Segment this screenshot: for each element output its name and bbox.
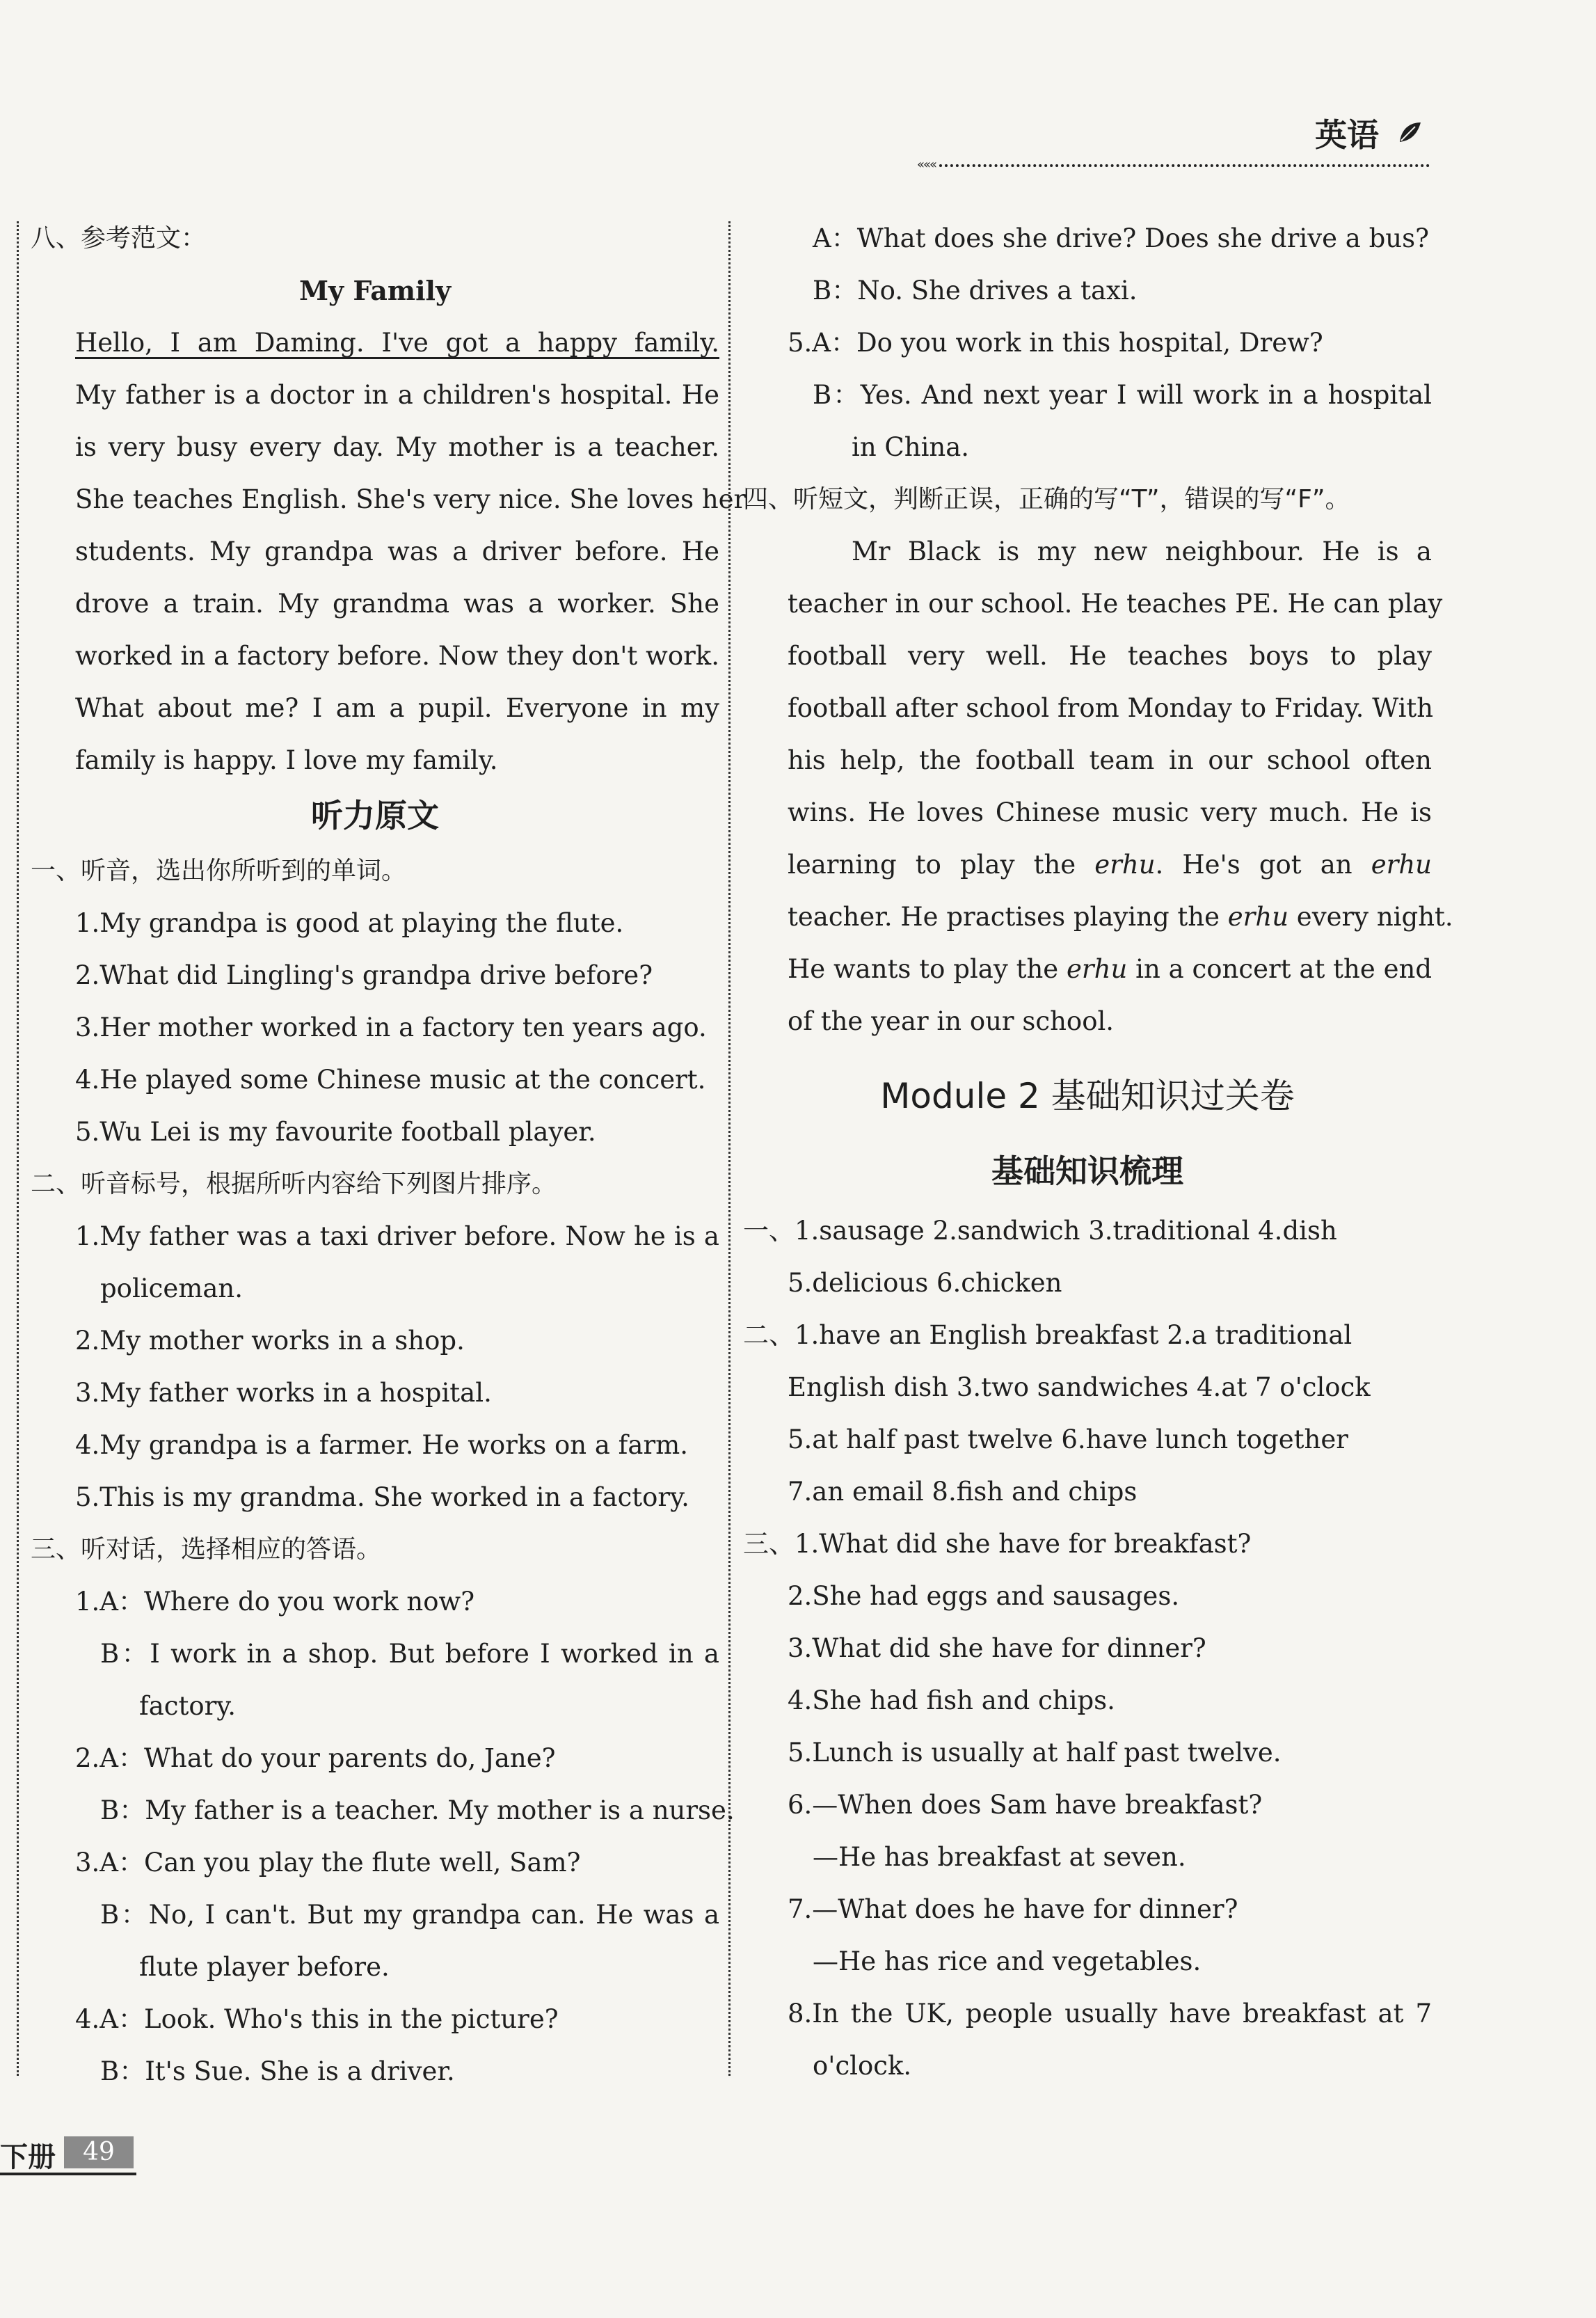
sub-heading: 基础知识梳理 xyxy=(991,1152,1183,1190)
dialogue-line: 3.A：Can you play the flute well, Sam? xyxy=(75,1848,581,1878)
dialogue-line: B：It's Sue. She is a driver. xyxy=(100,2056,455,2086)
answer-line: 6.—When does Sam have breakfast? xyxy=(788,1790,1263,1820)
dialogue-line: B：My father is a teacher. My mother is a nurse. xyxy=(100,1795,735,1825)
passage-line xyxy=(743,943,1432,995)
dialogue-line: in China. xyxy=(852,432,970,462)
passage-italic: erhu xyxy=(1067,954,1128,984)
dialogue-line: B：Yes. And next year I will work in a hospital xyxy=(813,380,1432,410)
right-column xyxy=(743,212,1453,2092)
answer-line: 7.an email 8.fish and chips xyxy=(788,1477,1138,1507)
footer-rule xyxy=(0,2173,136,2175)
list-item: 1.My grandpa is good at playing the flute. xyxy=(75,908,624,938)
answer-line: 一、1.sausage 2.sandwich 3.traditional 4.dish xyxy=(743,1216,1337,1246)
passage-italic: erhu xyxy=(1371,850,1432,880)
passage-italic: erhu xyxy=(1094,850,1156,880)
essay-line: My father is a doctor in a children's hospital. He xyxy=(75,380,719,410)
footer-volume-label: 下册 xyxy=(0,2141,56,2173)
list-item: 4.He played some Chinese music at the concert. xyxy=(75,1065,706,1095)
passage-line: football after school from Monday to Friday. With xyxy=(788,693,1434,723)
passage-line: of the year in our school. xyxy=(788,1006,1115,1036)
passage-italic: erhu xyxy=(1227,902,1289,932)
answer-line: —He has breakfast at seven. xyxy=(813,1842,1186,1872)
passage-line: his help, the football team in our school often xyxy=(788,745,1432,775)
part-1-title: 一、听音，选出你所听到的单词。 xyxy=(31,857,407,885)
passage-text: in a concert at the end xyxy=(1127,954,1433,984)
passage-line: football very well. He teaches boys to play xyxy=(788,641,1432,671)
essay-title: My Family xyxy=(298,275,452,306)
answer-line: o'clock. xyxy=(813,2051,912,2081)
section-8-title: 八、参考范文： xyxy=(31,224,207,253)
header-marks: ««« xyxy=(917,157,936,172)
passage-text: every night. xyxy=(1288,902,1453,932)
essay-line: drove a train. My grandma was a worker. She xyxy=(75,589,719,619)
essay-line: family is happy. I love my family. xyxy=(75,745,498,775)
dialogue-line: B：No, I can't. But my grandpa can. He was a xyxy=(100,1900,719,1930)
essay-line xyxy=(31,317,719,369)
dialogue-line: A：What does she drive? Does she drive a bus? xyxy=(813,223,1429,253)
list-item: 4.My grandpa is a farmer. He works on a farm. xyxy=(75,1430,688,1460)
essay-first-sentence: Hello, I am Daming. I've got a happy family. xyxy=(75,328,719,358)
passage-line xyxy=(743,891,1453,943)
list-item: 2.My mother works in a shop. xyxy=(75,1326,465,1356)
passage-text: teacher. He practises playing the xyxy=(788,902,1228,932)
essay-line: worked in a factory before. Now they don't work. xyxy=(75,641,719,671)
essay-line: What about me? I am a pupil. Everyone in my xyxy=(75,693,719,723)
answer-line: 二、1.have an English breakfast 2.a traditional xyxy=(743,1320,1352,1350)
answer-line: English dish 3.two sandwiches 4.at 7 o'clock xyxy=(788,1372,1371,1402)
subject-title: 英语 xyxy=(1315,116,1379,154)
page-number: 49 xyxy=(64,2136,134,2168)
module-title: Module 2 基础知识过关卷 xyxy=(880,1076,1295,1116)
part-4-title: 四、听短文，判断正误，正确的写“T”，错误的写“F”。 xyxy=(743,485,1350,514)
list-item: 3.My father works in a hospital. xyxy=(75,1378,492,1408)
passage-line: teacher in our school. He teaches PE. He can play xyxy=(788,589,1443,619)
list-item: 5.Wu Lei is my favourite football player. xyxy=(75,1117,596,1147)
header-rule xyxy=(939,164,1430,167)
dialogue-line: B：No. She drives a taxi. xyxy=(813,276,1138,305)
part-2-title: 二、听音标号，根据所听内容给下列图片排序。 xyxy=(31,1170,557,1198)
answer-line: 三、1.What did she have for breakfast? xyxy=(743,1529,1252,1559)
list-item: 2.What did Lingling's grandpa drive before? xyxy=(75,960,653,990)
answer-line: 2.She had eggs and sausages. xyxy=(788,1581,1180,1611)
essay-line: students. My grandpa was a driver before. He xyxy=(75,537,719,566)
passage-line: Mr Black is my new neighbour. He is a xyxy=(852,537,1432,566)
answer-line: 4.She had fish and chips. xyxy=(788,1685,1115,1715)
list-item: policeman. xyxy=(100,1273,243,1303)
answer-line: 8.In the UK, people usually have breakfast at 7 xyxy=(788,1999,1432,2029)
passage-text: He wants to play the xyxy=(788,954,1067,984)
answer-line: 3.What did she have for dinner? xyxy=(788,1633,1206,1663)
answer-line: 5.at half past twelve 6.have lunch together xyxy=(788,1424,1348,1454)
list-item: 1.My father was a taxi driver before. Now he is a xyxy=(75,1221,719,1251)
essay-line: is very busy every day. My mother is a teacher. xyxy=(75,432,719,462)
listening-heading: 听力原文 xyxy=(311,797,439,834)
dialogue-line: B：I work in a shop. But before I worked in a xyxy=(100,1639,719,1669)
left-margin-rule xyxy=(17,221,19,2076)
leaf-icon xyxy=(1397,120,1422,145)
dialogue-line: 4.A：Look. Who's this in the picture? xyxy=(75,2004,559,2034)
passage-text: learning to play the xyxy=(788,850,1095,880)
answer-line: 7.—What does he have for dinner? xyxy=(788,1894,1238,1924)
answer-line: —He has rice and vegetables. xyxy=(813,1946,1202,1976)
answer-line: 5.Lunch is usually at half past twelve. xyxy=(788,1738,1282,1768)
passage-line xyxy=(743,839,1432,891)
left-column xyxy=(31,212,747,2097)
dialogue-line: 1.A：Where do you work now? xyxy=(75,1587,475,1617)
dialogue-line: flute player before. xyxy=(139,1952,390,1982)
passage-text: . He's got an xyxy=(1155,850,1371,880)
list-item: 5.This is my grandma. She worked in a factory. xyxy=(75,1482,689,1512)
dialogue-line: 5.A：Do you work in this hospital, Drew? xyxy=(788,328,1323,358)
answer-line: 5.delicious 6.chicken xyxy=(788,1268,1062,1298)
dialogue-line: factory. xyxy=(139,1691,237,1721)
part-3-title: 三、听对话，选择相应的答语。 xyxy=(31,1535,382,1564)
passage-line: wins. He loves Chinese music very much. He is xyxy=(788,797,1432,827)
essay-line: She teaches English. She's very nice. She loves her xyxy=(75,484,747,514)
dialogue-line: 2.A：What do your parents do, Jane? xyxy=(75,1743,556,1773)
list-item: 3.Her mother worked in a factory ten years ago. xyxy=(75,1013,707,1042)
